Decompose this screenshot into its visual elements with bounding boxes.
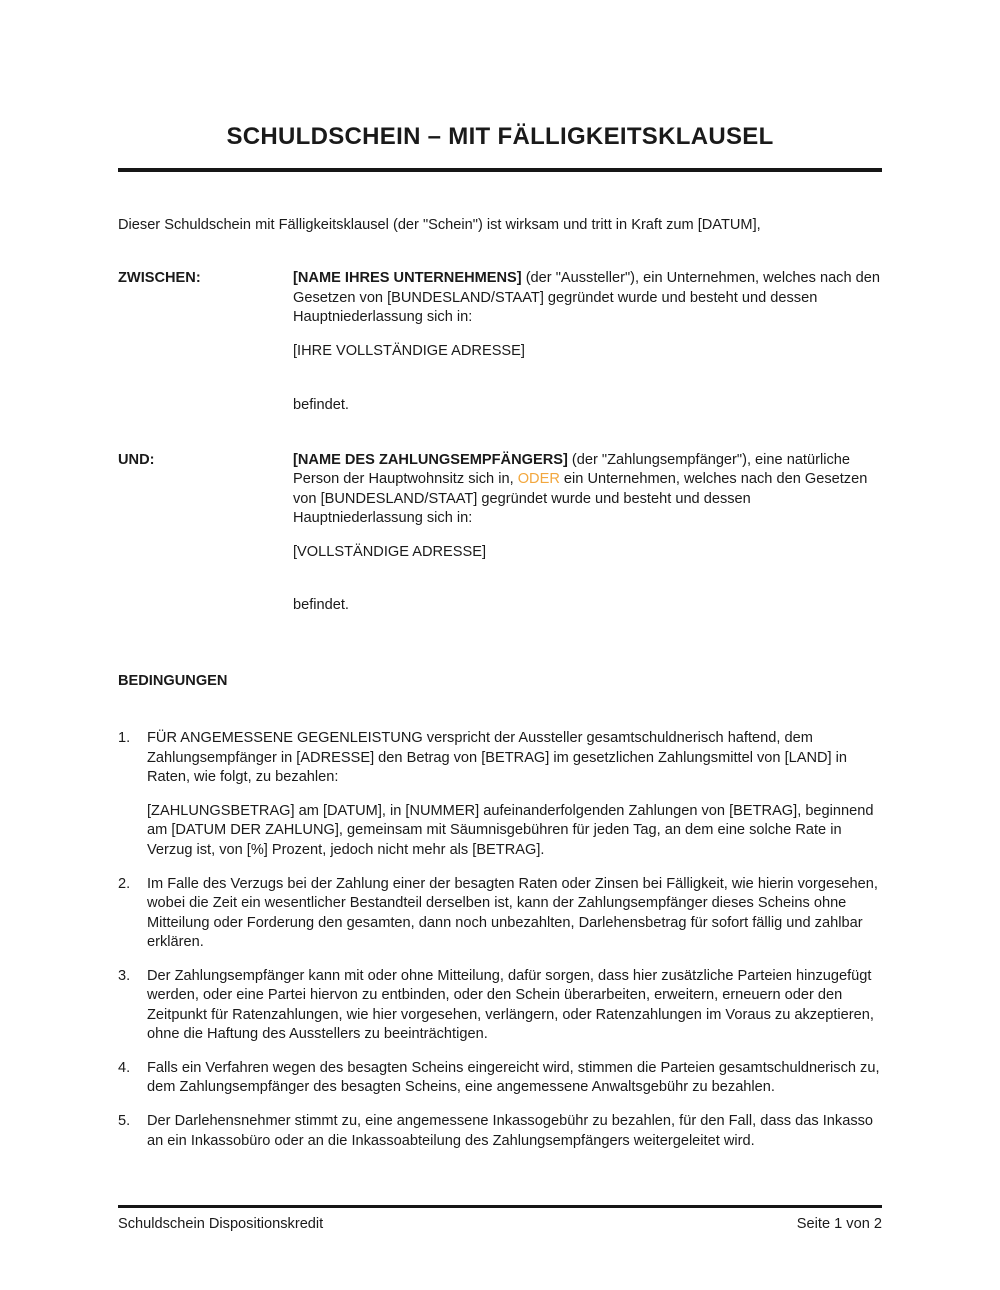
- term-body: [147, 1112, 882, 1151]
- footer-document-name: Schuldschein Dispositionskredit: [118, 1216, 324, 1232]
- page-footer: [118, 1205, 882, 1234]
- term-text: Der Zahlungsempfänger kann mit oder ohne Mitteilung, dafür sorgen, dass hier zusätzliche Parteien hinzugefügt werden, oder eine Partei hiervon zu entbinden, oder den Schein überarbeiten, erweitern, erneuern oder den Zeitpunkt für Ratenzahlungen, wie hier vorgesehen, verlängern, oder Ratenzahlungen im Voraus zu akzeptieren, ohne die Haftung des Ausstellers zu beeinträchtigen.: [147, 967, 874, 1043]
- party-description-text: (der "Aussteller"), ein Unternehmen, welches nach den Gesetzen von [BUNDESLAND/STAAT] gegründet wurde und besteht und dessen Hauptniederlassung sich in:: [293, 270, 880, 326]
- oder-highlight: ODER: [517, 471, 560, 488]
- term-text: Falls ein Verfahren wegen des besagten Scheins eingereicht wird, stimmen die Parteien gesamtschuldnerisch zu, dem Zahlungsempfänger des besagten Scheins, eine angemessene Anwaltsgebühr zu bezahlen.: [147, 1059, 880, 1096]
- term-item-3: [118, 967, 882, 1045]
- term-body: [147, 875, 882, 953]
- title-divider: [118, 168, 882, 172]
- term-item-2: [118, 875, 882, 953]
- term-item-5: [118, 1112, 882, 1151]
- party-address-placeholder: [IHRE VOLLSTÄNDIGE ADRESSE]: [293, 343, 525, 360]
- party-label-und: UND:: [118, 451, 155, 468]
- party-name-placeholder: [NAME IHRES UNTERNEHMENS]: [293, 270, 522, 287]
- intro-paragraph: Dieser Schuldschein mit Fälligkeitsklausel (der "Schein") ist wirksam und tritt in Kraft zum [DATUM],: [118, 217, 761, 233]
- term-text: FÜR ANGEMESSENE GEGENLEISTUNG verspricht der Aussteller gesamtschuldnerisch haftend, dem Zahlungsempfänger in [ADRESSE] den Betrag von [BETRAG] im gesetzlichen Zahlungsmittel von [LAND] in Raten, wie folgt, zu bezahlen:: [147, 730, 848, 786]
- party-suffix: befindet.: [293, 597, 349, 614]
- term-body: [147, 729, 882, 860]
- party-content-und: [293, 451, 882, 616]
- party-suffix: befindet.: [293, 396, 349, 413]
- terms-heading: BEDINGUNGEN: [118, 672, 228, 689]
- party-label-zwischen: ZWISCHEN:: [118, 270, 201, 287]
- term-body: [147, 1059, 882, 1098]
- term-number: 2.: [118, 875, 131, 892]
- term-item-4: [118, 1059, 882, 1098]
- term-number: 5.: [118, 1113, 131, 1130]
- term-text: Der Darlehensnehmer stimmt zu, eine angemessene Inkassogebühr zu bezahlen, für den Fall, dass das Inkasso an ein Inkassobüro oder an die Inkassoabteilung des Zahlungsempfängers weitergeleitet wird.: [147, 1113, 874, 1149]
- term-subtext: [ZAHLUNGSBETRAG] am [DATUM], in [NUMMER] aufeinanderfolgenden Zahlungen von [BETRAG], beginnend am [DATUM DER ZAHLUNG], gemeinsam mit Säumnisgebühren für jeden Tag, an dem eine solche Rate in Verzug ist, von [%] Prozent, jedoch nicht mehr als [BETRAG].: [147, 803, 874, 858]
- page-title: SCHULDSCHEIN – MIT FÄLLIGKEITSKLAUSEL: [226, 123, 774, 150]
- party-description: [293, 269, 882, 327]
- party-name-placeholder: [NAME DES ZAHLUNGSEMPFÄNGERS]: [293, 451, 568, 468]
- footer-page-indicator: Seite 1 von 2: [796, 1216, 882, 1232]
- term-body: [147, 967, 882, 1045]
- terms-list: [118, 729, 882, 1151]
- party-description-text-2: ein Unternehmen, welches nach den Gesetzen von [BUNDESLAND/STAAT] gegründet wurde und besteht und dessen Hauptniederlassung sich in:: [293, 471, 868, 527]
- term-number: 4.: [118, 1059, 131, 1076]
- term-number: 3.: [118, 967, 131, 984]
- term-number: 1.: [118, 730, 131, 747]
- term-item-1: [118, 729, 882, 860]
- party-description-text-1: (der "Zahlungsempfänger"), eine natürliche Person der Hauptwohnsitz sich in,: [293, 451, 850, 488]
- party-section-zwischen: [118, 269, 882, 415]
- term-text: Im Falle des Verzugs bei der Zahlung einer der besagten Raten oder Zinsen bei Fälligkeit, wie hierin vorgesehen, wobei die Zeit ein wesentlicher Bestandteil derselben ist, kann der Zahlungsempfänger dieses Scheins ohne Mitteilung oder Forderung den gesamten, dann noch unbezahlten, Darlehensbetrag für sofort fällig und zahlbar erklären.: [147, 875, 878, 950]
- party-section-und: [118, 451, 882, 616]
- party-address-placeholder: [VOLLSTÄNDIGE ADRESSE]: [293, 544, 487, 561]
- party-content-zwischen: [293, 269, 882, 415]
- party-description: [293, 451, 882, 529]
